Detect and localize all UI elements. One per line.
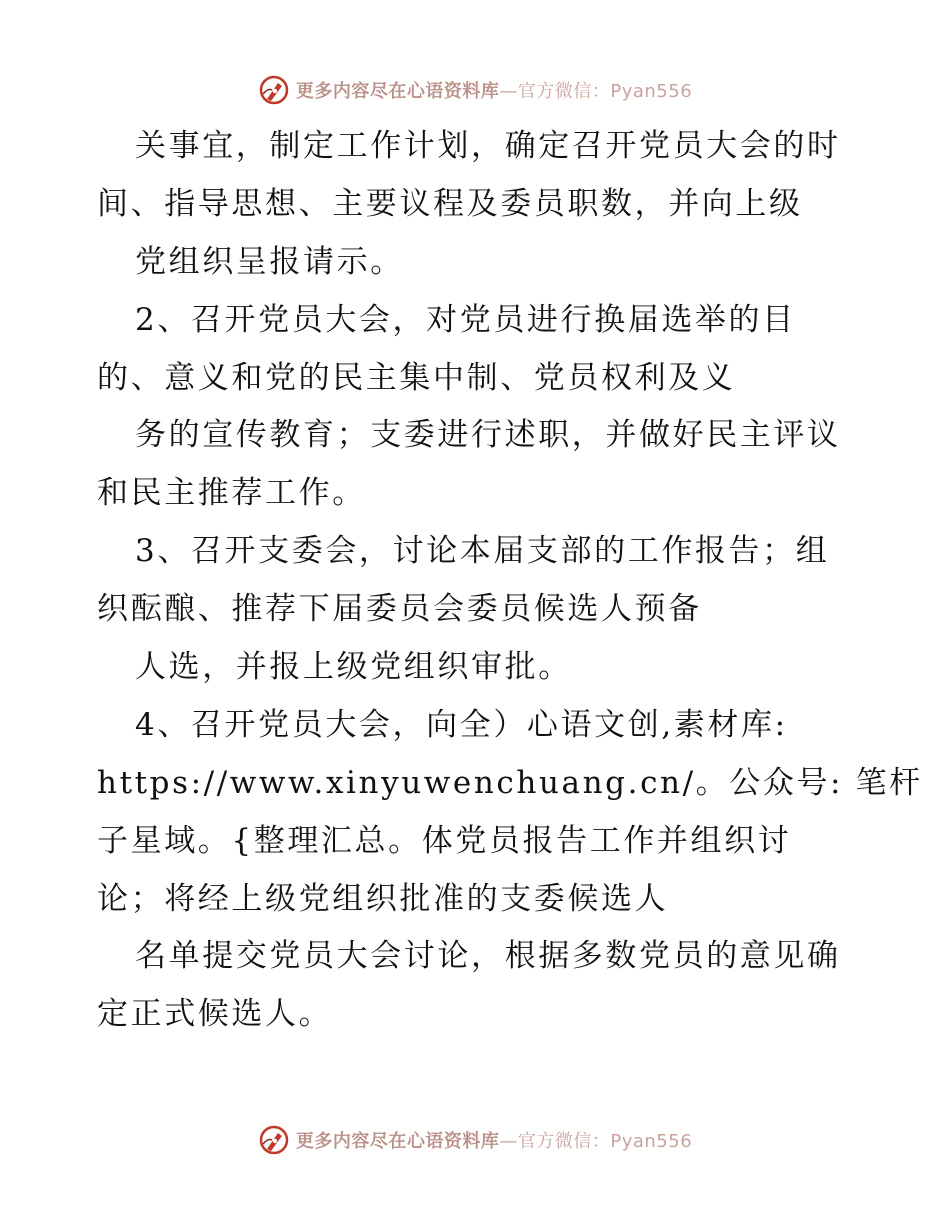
body-line: 定正式候选人。 (97, 996, 333, 1033)
body-line: 关事宜，制定工作计划，确定召开党员大会的时 (135, 128, 841, 164)
body-line: 名单提交党员大会讨论，根据多数党员的意见确 (135, 938, 841, 975)
body-line: 4、召开党员大会，向全）心语文创,素材库: (135, 706, 788, 743)
body-line: 和民主推荐工作。 (97, 475, 366, 512)
header-banner-main-text: 更多内容尽在心语资料库 (295, 81, 500, 102)
body-line: 论；将经上级党组织批准的支委候选人 (97, 880, 669, 917)
body-line: 间、指导思想、主要议程及委员职数，并向上级 (97, 185, 803, 222)
document-body (97, 118, 923, 1044)
header-banner (0, 70, 950, 110)
body-line: 务的宣传教育；支委进行述职，并做好民主评议 (135, 417, 841, 454)
body-line: 2、召开党员大会，对党员进行换届选举的目 (135, 301, 796, 338)
body-line: 3、召开支委会，讨论本届支部的工作报告；组 (135, 533, 830, 570)
body-line: 子星域。{整理汇总。体党员报告工作并组织讨 (97, 822, 792, 859)
body-line: 人选，并报上级党组织审批。 (135, 649, 572, 686)
pen-nib-circle-icon (258, 74, 290, 106)
pen-nib-circle-icon (258, 1124, 290, 1156)
footer-banner-side-text: —官方微信：Pyan556 (499, 1131, 693, 1152)
footer-banner (0, 1120, 950, 1160)
body-line: 的、意义和党的民主集中制、党员权利及义 (97, 359, 736, 396)
body-line: 党组织呈报请示。 (135, 243, 404, 280)
body-line: https://www.xinyuwenchuang.cn/。公众号: 笔杆 (97, 764, 923, 801)
body-line: 织酝酿、推荐下届委员会委员候选人预备 (97, 591, 702, 628)
footer-banner-main-text: 更多内容尽在心语资料库 (295, 1131, 500, 1152)
header-banner-side-text: —官方微信：Pyan556 (499, 81, 693, 102)
